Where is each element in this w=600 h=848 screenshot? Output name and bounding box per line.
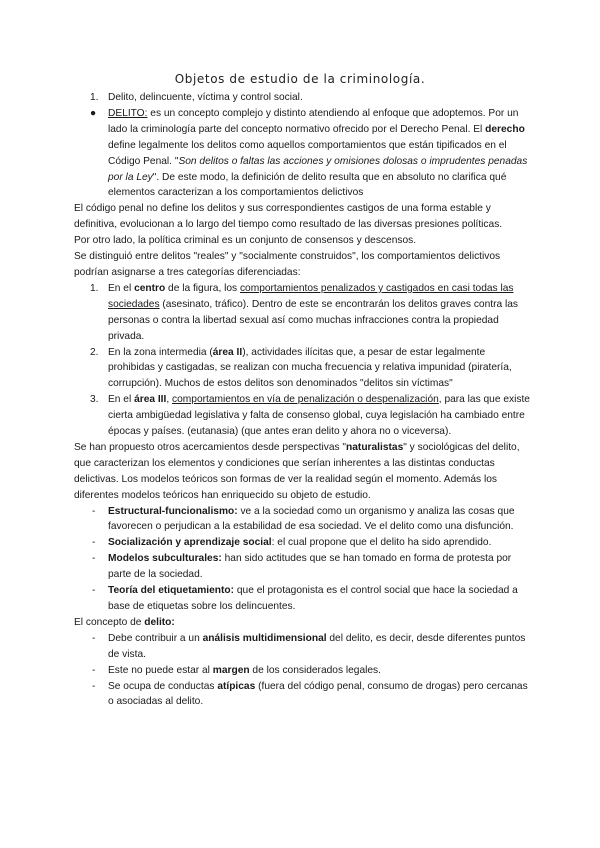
list-number: 1. bbox=[90, 282, 99, 294]
document-body bbox=[74, 90, 534, 710]
list-number: 1. bbox=[90, 92, 99, 103]
derecho-bold: derecho bbox=[485, 123, 525, 135]
area-item bbox=[74, 281, 534, 345]
dash-bullet: - bbox=[92, 680, 96, 692]
model-text: han sido actitudes que se han tomado en forma de protesta por parte de la sociedad. bbox=[108, 553, 512, 581]
area-bold: área II bbox=[212, 346, 243, 358]
area-item bbox=[74, 345, 534, 393]
paragraph: Se distinguió entre delitos "reales" y "socialmente construidos", los comportamientos delictivos podrían asignarse a tres categorías diferenciadas: bbox=[74, 251, 501, 278]
model-item bbox=[74, 551, 534, 583]
paragraph-bold: naturalistas bbox=[346, 441, 404, 453]
dash-bullet: - bbox=[92, 585, 96, 597]
paragraph-text: " y sociológicas del delito, que caracterizan los elementos y condiciones que serían inherentes a las distintas conductas delictivas. Los modelos teóricos son formas de ver la realidad según el momento. Además los diferentes modelos teóricos han enriquecido su objeto de estudio. bbox=[74, 441, 520, 501]
dash-bullet: - bbox=[92, 537, 96, 549]
area-text: ), actividades ilícitas que, a pesar de estar legalmente prohibidas y castigadas, se realizan con mucha frecuencia y relativa impunidad (piratería, corrupción). Muchos de estos delitos son denominados "delitos sin víctimas" bbox=[108, 346, 512, 390]
model-name: Estructural-funcionalismo: bbox=[108, 505, 238, 517]
area-underlined: comportamientos en vía de penalización o despenalización bbox=[172, 394, 439, 406]
area-text: , bbox=[166, 394, 173, 406]
area-text: En el bbox=[108, 282, 135, 294]
concept-text: Se ocupa de conductas bbox=[108, 680, 218, 692]
model-text: : el cual propone que el delito ha sido aprendido. bbox=[271, 537, 492, 549]
concept-bold: margen bbox=[212, 664, 250, 676]
list-number: 3. bbox=[90, 394, 99, 406]
area-text: (asesinato, tráfico). Dentro de este se encontrarán los delitos graves contra las personas o contra la libertad sexual así como muchas infracciones contra la propiedad privada. bbox=[108, 298, 518, 342]
concept-text: de los considerados legales. bbox=[249, 664, 381, 676]
paragraph: El código penal no define los delitos y sus correspondientes castigos de una forma estable y definitiva, evolucionan a lo largo del tiempo como resultado de las diversas presiones políticas. bbox=[74, 203, 503, 231]
area-bold: área III bbox=[134, 394, 167, 406]
model-text: que el protagonista es el control social que hace la sociedad a base de etiquetas sobre los delincuentes. bbox=[108, 585, 518, 612]
area-text: , para las que existe cierta ambigüedad legislativa y falta de consenso global, cuya legislación ha cambiado entre épocas y países. (eutanasia) (que antes eran delito y ahora no o viceversa). bbox=[108, 394, 530, 438]
area-underlined: comportamientos penalizados y castigados en casi todas las sociedades bbox=[108, 282, 514, 310]
model-item bbox=[74, 504, 534, 536]
concept-heading bbox=[74, 615, 534, 631]
delito-quote: Son delitos o faltas las acciones y omisiones dolosas o imprudentes penadas por la Ley bbox=[108, 155, 528, 183]
concept-bold: delito: bbox=[144, 616, 175, 628]
model-text: ve a la sociedad como un organismo y analiza las cosas que favorecen o perjudican a la estabilidad de esa sociedad. Ve el delito como una disfunción. bbox=[108, 505, 515, 533]
area-bold: centro bbox=[134, 282, 166, 294]
dash-bullet: - bbox=[92, 505, 96, 517]
list-number: 2. bbox=[90, 346, 99, 358]
concept-text: El concepto de bbox=[74, 616, 145, 628]
paragraph: Por otro lado, la política criminal es un conjunto de consensos y descensos. bbox=[74, 235, 417, 247]
dash-bullet: - bbox=[92, 553, 96, 565]
concept-text: del delito, es decir, desde diferentes puntos de vista. bbox=[108, 632, 526, 660]
concept-item bbox=[74, 679, 534, 711]
bullet-icon: ● bbox=[90, 107, 97, 119]
concept-bold: análisis multidimensional bbox=[202, 632, 327, 644]
concept-item bbox=[74, 663, 534, 679]
delito-text: ". De este modo, la definición de delito resulta que en absoluto no clarifica qué elementos caracterizan a los comportamientos delictivos bbox=[108, 171, 507, 199]
delito-label: DELITO: bbox=[108, 107, 148, 119]
paragraph-text: Se han propuesto otros acercamientos desde perspectivas " bbox=[74, 441, 347, 453]
area-item bbox=[74, 392, 534, 440]
concept-bold: atípicas bbox=[217, 680, 256, 692]
model-name: Modelos subculturales: bbox=[108, 553, 222, 565]
concept-item bbox=[74, 631, 534, 663]
list-item-delito bbox=[74, 106, 534, 201]
model-item bbox=[74, 535, 534, 551]
list-item-text: Delito, delincuente, víctima y control social. bbox=[108, 92, 303, 103]
model-item bbox=[74, 583, 534, 615]
delito-text: define legalmente los delitos como aquellos comportamientos que están tipificados en el Código Penal. " bbox=[108, 139, 507, 167]
area-text: de la figura, los bbox=[165, 282, 240, 294]
delito-text: es un concepto complejo y distinto atendiendo al enfoque que adoptemos. Por un lado la criminología parte del concepto normativo ofrecido por el Derecho Penal. El bbox=[108, 107, 519, 135]
concept-text: (fuera del código penal, consumo de drogas) pero cercanas o asociadas al delito. bbox=[108, 680, 528, 708]
area-text: En el bbox=[108, 394, 135, 406]
document-title: Objetos de estudio de la criminología. bbox=[174, 72, 426, 86]
list-item bbox=[74, 90, 534, 106]
paragraph bbox=[74, 440, 534, 504]
model-name: Teoría del etiquetamiento: bbox=[108, 585, 235, 597]
dash-bullet: - bbox=[92, 664, 96, 676]
dash-bullet: - bbox=[92, 632, 96, 644]
area-text: En la zona intermedia ( bbox=[108, 346, 213, 358]
concept-text: Debe contribuir a un bbox=[108, 632, 203, 644]
model-name: Socialización y aprendizaje social bbox=[108, 537, 272, 549]
concept-text: Este no puede estar al bbox=[108, 664, 213, 676]
